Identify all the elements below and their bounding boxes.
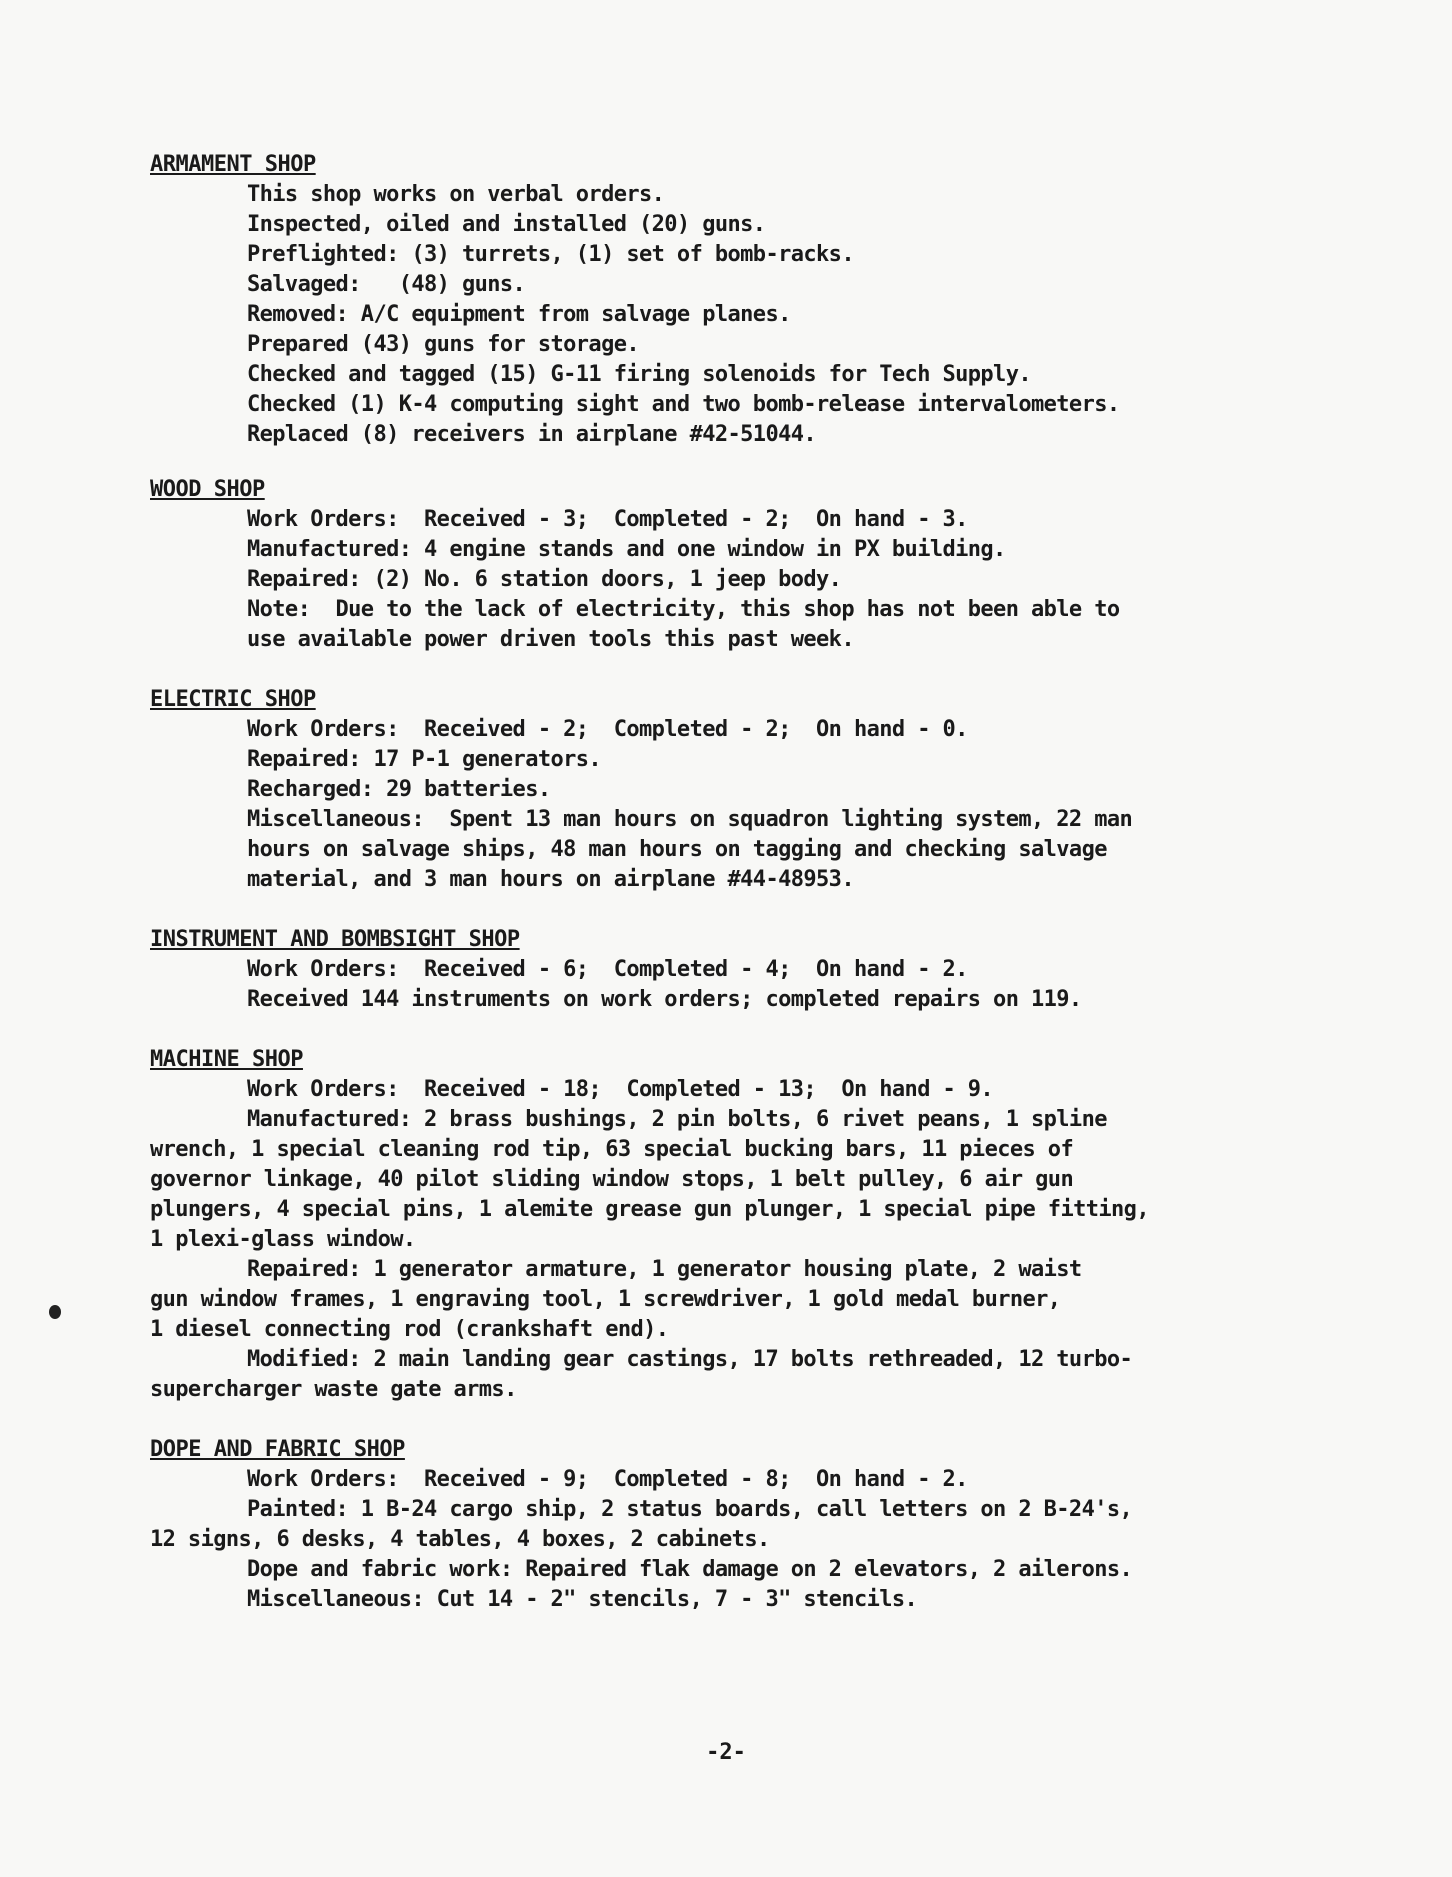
text-line: Miscellaneous: Cut 14 - 2" stencils, 7 - 3" stencils.: [247, 1587, 918, 1612]
section-heading: INSTRUMENT AND BOMBSIGHT SHOP: [150, 927, 520, 952]
text-line: Replaced (8) receivers in airplane #42-51044.: [247, 422, 817, 447]
text-line: Repaired: 1 generator armature, 1 generator housing plate, 2 waist: [247, 1257, 1082, 1282]
text-line: Removed: A/C equipment from salvage planes.: [247, 302, 791, 327]
text-line: Inspected, oiled and installed (20) guns.: [247, 212, 766, 237]
text-line: Dope and fabric work: Repaired flak damage on 2 elevators, 2 ailerons.: [247, 1557, 1133, 1582]
section-heading: MACHINE SHOP: [150, 1047, 303, 1072]
text-line: Miscellaneous: Spent 13 man hours on squadron lighting system, 22 man: [247, 807, 1133, 832]
text-line: Work Orders: Received - 9; Completed - 8; On hand - 2.: [247, 1467, 968, 1492]
text-line: Work Orders: Received - 3; Completed - 2; On hand - 3.: [247, 507, 968, 532]
text-line: 12 signs, 6 desks, 4 tables, 4 boxes, 2 cabinets.: [150, 1527, 770, 1552]
text-line: material, and 3 man hours on airplane #44-48953.: [247, 867, 854, 892]
text-line: use available power driven tools this past week.: [247, 627, 854, 652]
text-line: Preflighted: (3) turrets, (1) set of bomb-racks.: [247, 242, 854, 267]
text-line: supercharger waste gate arms.: [150, 1377, 517, 1402]
text-line: hours on salvage ships, 48 man hours on tagging and checking salvage: [247, 837, 1107, 862]
text-line: Work Orders: Received - 18; Completed - 13; On hand - 9.: [247, 1077, 994, 1102]
text-line: Salvaged: (48) guns.: [247, 272, 526, 297]
section-heading: WOOD SHOP: [150, 477, 265, 502]
text-line: Repaired: (2) No. 6 station doors, 1 jeep body.: [247, 567, 842, 592]
text-line: 1 diesel connecting rod (crankshaft end).: [150, 1317, 669, 1342]
text-line: wrench, 1 special cleaning rod tip, 63 special bucking bars, 11 pieces of: [150, 1137, 1074, 1162]
section-dope-fabric-shop: [150, 1435, 1350, 1615]
section-wood-shop: [150, 475, 1350, 655]
text-line: gun window frames, 1 engraving tool, 1 screwdriver, 1 gold medal burner,: [150, 1287, 1061, 1312]
text-line: Modified: 2 main landing gear castings, 17 bolts rethreaded, 12 turbo-: [247, 1347, 1133, 1372]
text-line: Note: Due to the lack of electricity, this shop has not been able to: [247, 597, 1120, 622]
text-line: 1 plexi-glass window.: [150, 1227, 416, 1252]
text-line: Received 144 instruments on work orders; completed repairs on 119.: [247, 987, 1082, 1012]
hole-punch-mark: [49, 1305, 61, 1319]
page-number: -2-: [706, 1740, 746, 1765]
section-heading: ARMAMENT SHOP: [150, 152, 316, 177]
text-line: governor linkage, 40 pilot sliding window stops, 1 belt pulley, 6 air gun: [150, 1167, 1074, 1192]
text-line: Recharged: 29 batteries.: [247, 777, 551, 802]
section-heading: ELECTRIC SHOP: [150, 687, 316, 712]
text-line: Repaired: 17 P-1 generators.: [247, 747, 602, 772]
text-line: Manufactured: 4 engine stands and one window in PX building.: [247, 537, 1006, 562]
text-line: Checked and tagged (15) G-11 firing solenoids for Tech Supply.: [247, 362, 1031, 387]
text-line: plungers, 4 special pins, 1 alemite grease gun plunger, 1 special pipe fitting,: [150, 1197, 1149, 1222]
text-line: Manufactured: 2 brass bushings, 2 pin bolts, 6 rivet peans, 1 spline: [247, 1107, 1107, 1132]
section-electric-shop: [150, 685, 1350, 895]
text-line: This shop works on verbal orders.: [247, 182, 665, 207]
section-instrument-bombsight-shop: [150, 925, 1350, 1015]
section-machine-shop: [150, 1045, 1350, 1405]
section-armament-shop: [150, 150, 1350, 450]
text-line: Painted: 1 B-24 cargo ship, 2 status boards, call letters on 2 B-24's,: [247, 1497, 1133, 1522]
text-line: Work Orders: Received - 6; Completed - 4; On hand - 2.: [247, 957, 968, 982]
text-line: Checked (1) K-4 computing sight and two bomb-release intervalometers.: [247, 392, 1120, 417]
text-line: Work Orders: Received - 2; Completed - 2; On hand - 0.: [247, 717, 968, 742]
text-line: Prepared (43) guns for storage.: [247, 332, 639, 357]
section-heading: DOPE AND FABRIC SHOP: [150, 1437, 405, 1462]
